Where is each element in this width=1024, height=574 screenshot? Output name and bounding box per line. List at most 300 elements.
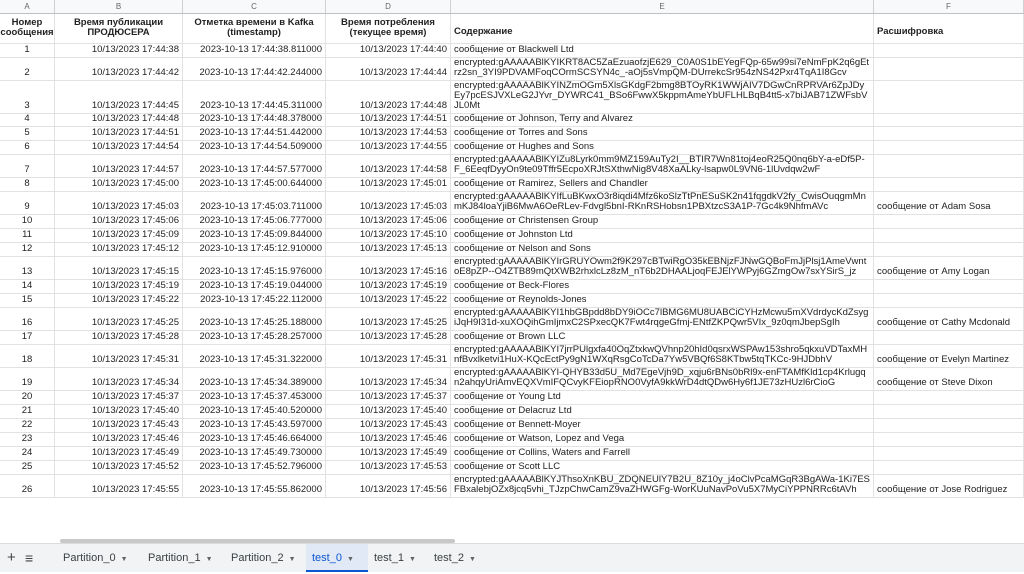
header-cell-content[interactable] bbox=[451, 14, 874, 43]
cell-cons[interactable] bbox=[326, 280, 451, 293]
sheet-tab-test_2[interactable] bbox=[428, 544, 484, 572]
caret-down-icon[interactable]: ▼ bbox=[205, 556, 213, 563]
sheet-tab-label: test_2 bbox=[434, 552, 464, 564]
cell-n[interactable] bbox=[0, 433, 55, 446]
cell-pub[interactable] bbox=[55, 447, 183, 460]
cell-cons[interactable] bbox=[326, 294, 451, 307]
cell-text: сообщение от Jose Rodriguez bbox=[877, 484, 1008, 495]
cell-text: 10/13/2023 17:45:13 bbox=[359, 243, 447, 254]
cell-pub[interactable] bbox=[55, 81, 183, 113]
cell-ts[interactable] bbox=[183, 461, 326, 474]
cell-pub[interactable] bbox=[55, 391, 183, 404]
cell-decoded[interactable] bbox=[874, 475, 1024, 497]
cell-decoded[interactable] bbox=[874, 155, 1024, 177]
sheet-tab-partition_0[interactable] bbox=[57, 544, 142, 572]
cell-ts[interactable] bbox=[183, 155, 326, 177]
cell-text: сообщение от Johnston Ltd bbox=[454, 229, 573, 240]
cell-pub[interactable] bbox=[55, 345, 183, 367]
cell-text: 10/13/2023 17:45:22 bbox=[359, 294, 447, 305]
cell-text: encrypted:gAAAAABlKYI7jrrPUlgxfa40OqZtxkwQVhnp20hId0qsrxWSPAw153shro5qkxuVDTaxMHnfBvxlketvi1HuX-KQcEctPy9gN1WXqRsgCoTcDa7Yw5VBQf6S8KTbw5tqTKCc-9HJDbhV bbox=[454, 345, 868, 365]
cell-text: 10/13/2023 17:45:09 bbox=[91, 229, 179, 240]
table-row bbox=[0, 114, 1024, 127]
cell-ts[interactable] bbox=[183, 294, 326, 307]
cell-pub[interactable] bbox=[55, 155, 183, 177]
cell-n[interactable] bbox=[0, 475, 55, 497]
cell-cons[interactable] bbox=[326, 433, 451, 446]
menu-icon[interactable]: ≡ bbox=[25, 550, 34, 566]
cell-cons[interactable] bbox=[326, 229, 451, 242]
cell-ts[interactable] bbox=[183, 345, 326, 367]
cell-cons[interactable] bbox=[326, 419, 451, 432]
cell-text: 10/13/2023 17:44:51 bbox=[359, 114, 447, 124]
cell-text: 10/13/2023 17:45:34 bbox=[91, 377, 179, 388]
cell-cons[interactable] bbox=[326, 331, 451, 344]
sheet-tab-label: test_0 bbox=[312, 552, 342, 564]
cell-text: 10/13/2023 17:45:52 bbox=[91, 461, 179, 472]
cell-decoded[interactable] bbox=[874, 294, 1024, 307]
table-row bbox=[0, 475, 1024, 498]
cell-pub[interactable] bbox=[55, 475, 183, 497]
cell-decoded[interactable] bbox=[874, 243, 1024, 256]
cell-cons[interactable] bbox=[326, 58, 451, 80]
cell-ts[interactable] bbox=[183, 433, 326, 446]
header-text: Расшифровка bbox=[877, 26, 944, 37]
cell-content[interactable] bbox=[451, 368, 874, 390]
cell-text: encrypted:gAAAAABlKYIfLuBKwxO3r8iqdi4Mfz6koSlzTtPnESuSK2n41fqgdkV2fy_CwisOuqgmMnmKJ84loaYjiB6MwA6OeRLev-Fdvgl5bnI-RKnRSHobsn1PBXtzcS3A1P-7Gc4k9NhfmAVc bbox=[454, 192, 866, 212]
cell-text: 10/13/2023 17:45:25 bbox=[359, 317, 447, 328]
cell-decoded[interactable] bbox=[874, 433, 1024, 446]
cell-n[interactable] bbox=[0, 178, 55, 191]
table-row bbox=[0, 192, 1024, 215]
cell-text: 2023-10-13 17:45:43.597000 bbox=[199, 419, 322, 430]
cell-cons[interactable] bbox=[326, 243, 451, 256]
header-cell-ts[interactable] bbox=[183, 14, 326, 43]
cell-n[interactable] bbox=[0, 44, 55, 57]
cell-text: 13 bbox=[21, 266, 33, 277]
cell-content[interactable] bbox=[451, 58, 874, 80]
cell-content[interactable] bbox=[451, 331, 874, 344]
cell-content[interactable] bbox=[451, 280, 874, 293]
header-cell-decoded[interactable] bbox=[874, 14, 1024, 43]
table-row bbox=[0, 308, 1024, 331]
cell-pub[interactable] bbox=[55, 243, 183, 256]
cell-text: encrypted:gAAAAABlKYIrGRUYOwm2f9K297cBTwiRgO35kEBNjzFJNwGQBoFmJjPlsj1AmeVwntoE8pZP--O4ZTB89mQtXWB2rhxlcLz8zM_nT6b2DHAALjoqFEJElYWPyj6GZmgOw7sxYSirS_jz bbox=[454, 257, 867, 277]
table-row bbox=[0, 447, 1024, 461]
cell-ts[interactable] bbox=[183, 257, 326, 279]
cell-text: 2023-10-13 17:44:38.811000 bbox=[200, 44, 322, 55]
cell-text: 21 bbox=[21, 405, 33, 416]
cell-content[interactable] bbox=[451, 215, 874, 228]
cell-text: 2 bbox=[24, 67, 30, 78]
cell-text: encrypted:gAAAAABlKYINZmOGm5XlsGKdgF2bmg8BTOyRK1WWjAIV7DGwCnRPRVAr6ZpJDyEy7pcESJVXLeG2JYvr_DYWRC41_BSo6FwwX5kppmAmeYbUFLHLBqB4tt5-x7biJAB71ZWFsbVJL0Mt bbox=[454, 81, 868, 111]
cell-ts[interactable] bbox=[183, 192, 326, 214]
cell-n[interactable] bbox=[0, 294, 55, 307]
cell-n[interactable] bbox=[0, 215, 55, 228]
cell-cons[interactable] bbox=[326, 405, 451, 418]
cell-text: 14 bbox=[21, 280, 33, 291]
cell-text: 12 bbox=[21, 243, 33, 254]
cell-n[interactable] bbox=[0, 141, 55, 154]
cell-text: 5 bbox=[24, 127, 30, 138]
cell-cons[interactable] bbox=[326, 308, 451, 330]
cell-ts[interactable] bbox=[183, 368, 326, 390]
cell-pub[interactable] bbox=[55, 461, 183, 474]
sheet-tab-partition_2[interactable] bbox=[225, 544, 306, 572]
cell-text: 2023-10-13 17:45:06.777000 bbox=[199, 215, 322, 226]
cell-n[interactable] bbox=[0, 331, 55, 344]
cell-pub[interactable] bbox=[55, 405, 183, 418]
cell-text: 2023-10-13 17:45:22.112000 bbox=[200, 294, 322, 305]
cell-n[interactable] bbox=[0, 368, 55, 390]
cell-decoded[interactable] bbox=[874, 405, 1024, 418]
cell-ts[interactable] bbox=[183, 419, 326, 432]
table-row bbox=[0, 215, 1024, 229]
column-letter-f[interactable]: F bbox=[874, 0, 1024, 13]
cell-text: 10/13/2023 17:44:40 bbox=[359, 44, 447, 55]
table-row bbox=[0, 44, 1024, 58]
cell-content[interactable] bbox=[451, 81, 874, 113]
caret-down-icon[interactable]: ▼ bbox=[120, 556, 128, 563]
cell-ts[interactable] bbox=[183, 178, 326, 191]
cell-cons[interactable] bbox=[326, 178, 451, 191]
cell-n[interactable] bbox=[0, 391, 55, 404]
cell-text: 3 bbox=[24, 100, 30, 111]
plus-icon[interactable]: + bbox=[7, 549, 16, 566]
cell-pub[interactable] bbox=[55, 141, 183, 154]
cell-text: 10/13/2023 17:45:43 bbox=[91, 419, 179, 430]
cell-cons[interactable] bbox=[326, 368, 451, 390]
cell-text: 10/13/2023 17:45:46 bbox=[91, 433, 179, 444]
cell-content[interactable] bbox=[451, 229, 874, 242]
header-cell-pub[interactable] bbox=[55, 14, 183, 43]
cell-text: 11 bbox=[22, 229, 32, 240]
sheet-tab-test_1[interactable] bbox=[368, 544, 428, 572]
cell-cons[interactable] bbox=[326, 127, 451, 140]
cell-cons[interactable] bbox=[326, 192, 451, 214]
cell-text: 10/13/2023 17:45:28 bbox=[91, 331, 179, 342]
sheet-tab-label: test_1 bbox=[374, 552, 404, 564]
cell-content[interactable] bbox=[451, 308, 874, 330]
column-letter-e[interactable]: E bbox=[451, 0, 874, 13]
cell-text: 10/13/2023 17:45:46 bbox=[359, 433, 447, 444]
cell-decoded[interactable] bbox=[874, 461, 1024, 474]
cell-n[interactable] bbox=[0, 58, 55, 80]
header-text: Время потребления (текущее время) bbox=[341, 17, 435, 38]
cell-cons[interactable] bbox=[326, 81, 451, 113]
column-header-row bbox=[0, 0, 1024, 14]
cell-n[interactable] bbox=[0, 419, 55, 432]
cell-content[interactable] bbox=[451, 127, 874, 140]
cell-content[interactable] bbox=[451, 155, 874, 177]
cell-text: 2023-10-13 17:45:46.664000 bbox=[199, 433, 322, 444]
cell-text: 10/13/2023 17:44:42 bbox=[91, 67, 179, 78]
cell-text: 10/13/2023 17:45:25 bbox=[91, 317, 179, 328]
cell-pub[interactable] bbox=[55, 294, 183, 307]
cell-cons[interactable] bbox=[326, 141, 451, 154]
cell-cons[interactable] bbox=[326, 257, 451, 279]
cell-text: 2023-10-13 17:45:09.844000 bbox=[199, 229, 322, 240]
cell-ts[interactable] bbox=[183, 243, 326, 256]
cell-text: 10/13/2023 17:44:38 bbox=[91, 44, 179, 55]
cell-n[interactable] bbox=[0, 229, 55, 242]
cell-pub[interactable] bbox=[55, 368, 183, 390]
cell-decoded[interactable] bbox=[874, 280, 1024, 293]
cell-n[interactable] bbox=[0, 127, 55, 140]
cell-text: 2023-10-13 17:45:40.520000 bbox=[199, 405, 322, 416]
header-cell-n[interactable] bbox=[0, 14, 55, 43]
cell-ts[interactable] bbox=[183, 141, 326, 154]
cell-decoded[interactable] bbox=[874, 391, 1024, 404]
cell-content[interactable] bbox=[451, 114, 874, 126]
cell-decoded[interactable] bbox=[874, 368, 1024, 390]
cell-pub[interactable] bbox=[55, 58, 183, 80]
cell-decoded[interactable] bbox=[874, 178, 1024, 191]
table-row bbox=[0, 141, 1024, 155]
cell-decoded[interactable] bbox=[874, 257, 1024, 279]
cell-decoded[interactable] bbox=[874, 44, 1024, 57]
sheet-tab-label: Partition_2 bbox=[231, 552, 284, 564]
cell-text: 10/13/2023 17:45:49 bbox=[359, 447, 447, 458]
header-row bbox=[0, 14, 1024, 44]
cell-pub[interactable] bbox=[55, 229, 183, 242]
cell-decoded[interactable] bbox=[874, 58, 1024, 80]
sheet-tab-partition_1[interactable] bbox=[142, 544, 225, 572]
cell-text: 2023-10-13 17:45:31.322000 bbox=[199, 354, 322, 365]
cell-text: 10/13/2023 17:45:12 bbox=[91, 243, 179, 254]
cell-text: 18 bbox=[21, 354, 33, 365]
cell-text: 10/13/2023 17:45:34 bbox=[359, 377, 447, 388]
cell-cons[interactable] bbox=[326, 447, 451, 460]
cell-n[interactable] bbox=[0, 155, 55, 177]
cell-content[interactable] bbox=[451, 178, 874, 191]
cell-decoded[interactable] bbox=[874, 419, 1024, 432]
cell-text: сообщение от Johnson, Terry and Alvarez bbox=[454, 114, 633, 124]
cell-pub[interactable] bbox=[55, 127, 183, 140]
cell-text: сообщение от Nelson and Sons bbox=[454, 243, 591, 254]
cell-n[interactable] bbox=[0, 405, 55, 418]
cell-content[interactable] bbox=[451, 405, 874, 418]
table-row bbox=[0, 229, 1024, 243]
cell-ts[interactable] bbox=[183, 475, 326, 497]
cell-content[interactable] bbox=[451, 345, 874, 367]
cell-text: 10/13/2023 17:44:51 bbox=[91, 127, 179, 138]
cell-n[interactable] bbox=[0, 257, 55, 279]
cell-pub[interactable] bbox=[55, 433, 183, 446]
cell-text: 10/13/2023 17:45:56 bbox=[359, 484, 447, 495]
sheet-tab-test_0[interactable] bbox=[306, 544, 368, 572]
cell-text: 24 bbox=[21, 447, 33, 458]
cell-text: 2023-10-13 17:45:03.711000 bbox=[200, 201, 322, 212]
cell-text: 2023-10-13 17:45:49.730000 bbox=[199, 447, 322, 458]
cell-decoded[interactable] bbox=[874, 345, 1024, 367]
cell-decoded[interactable] bbox=[874, 308, 1024, 330]
cell-text: 10/13/2023 17:45:15 bbox=[91, 266, 179, 277]
cell-text: 4 bbox=[24, 114, 30, 124]
cell-text: сообщение от Amy Logan bbox=[877, 266, 990, 277]
column-letter-c[interactable]: C bbox=[183, 0, 326, 13]
cell-text: 10/13/2023 17:45:00 bbox=[91, 178, 179, 189]
cell-cons[interactable] bbox=[326, 44, 451, 57]
header-cell-cons[interactable] bbox=[326, 14, 451, 43]
table-row bbox=[0, 331, 1024, 345]
cell-ts[interactable] bbox=[183, 308, 326, 330]
column-letter-a[interactable]: A bbox=[0, 0, 55, 13]
cell-n[interactable] bbox=[0, 192, 55, 214]
cell-cons[interactable] bbox=[326, 475, 451, 497]
cell-decoded[interactable] bbox=[874, 229, 1024, 242]
cell-decoded[interactable] bbox=[874, 141, 1024, 154]
cell-content[interactable] bbox=[451, 44, 874, 57]
cell-pub[interactable] bbox=[55, 308, 183, 330]
cell-ts[interactable] bbox=[183, 447, 326, 460]
cell-content[interactable] bbox=[451, 192, 874, 214]
cell-text: encrypted:gAAAAABlKYIKRT8AC5ZaEzuaofzjE629_C0A0S1bEYegFQp-65w99si7eNmFpK2q6gEtrz2sn_3YI9PDVAMFoqCOrmSCSYN4c_-aOj5sVmpQM-DUrrekcSr954zNS42Pxr4TqA1I8Gcv bbox=[454, 58, 870, 78]
cell-content[interactable] bbox=[451, 391, 874, 404]
cell-text: 26 bbox=[21, 484, 33, 495]
cell-ts[interactable] bbox=[183, 280, 326, 293]
cell-pub[interactable] bbox=[55, 419, 183, 432]
cell-pub[interactable] bbox=[55, 280, 183, 293]
cell-pub[interactable] bbox=[55, 215, 183, 228]
cell-text: 25 bbox=[21, 461, 33, 472]
cell-text: 10/13/2023 17:45:22 bbox=[91, 294, 179, 305]
caret-down-icon[interactable]: ▼ bbox=[288, 556, 296, 563]
cell-text: сообщение от Evelyn Martinez bbox=[877, 354, 1009, 365]
cell-content[interactable] bbox=[451, 294, 874, 307]
cell-text: 2023-10-13 17:45:25.188000 bbox=[199, 317, 322, 328]
cell-text: 2023-10-13 17:45:15.976000 bbox=[199, 266, 322, 277]
cell-cons[interactable] bbox=[326, 155, 451, 177]
cell-n[interactable] bbox=[0, 447, 55, 460]
cell-content[interactable] bbox=[451, 419, 874, 432]
cell-n[interactable] bbox=[0, 280, 55, 293]
cell-text: 10/13/2023 17:45:28 bbox=[359, 331, 447, 342]
cell-text: encrypted:gAAAAABlKYIZu8Lyrk0mm9MZ159AuTy2I__BTIR7Wn81toj4eoR25Q0nq6bY-a-eDf5P-F_6EeqfDyyOn9te09Tffr5EcpoXRJtSXthwNig8V48XaALky-lsapw0L9VN6-1lUvdqw2wF bbox=[454, 155, 865, 175]
cell-text: 10/13/2023 17:45:40 bbox=[359, 405, 447, 416]
cell-text: 10/13/2023 17:44:45 bbox=[91, 100, 179, 111]
cell-ts[interactable] bbox=[183, 44, 326, 57]
cell-decoded[interactable] bbox=[874, 331, 1024, 344]
cell-text: сообщение от Delacruz Ltd bbox=[454, 405, 572, 416]
cell-pub[interactable] bbox=[55, 178, 183, 191]
cell-n[interactable] bbox=[0, 243, 55, 256]
cell-n[interactable] bbox=[0, 81, 55, 113]
cell-decoded[interactable] bbox=[874, 447, 1024, 460]
cell-text: 2023-10-13 17:45:55.862000 bbox=[199, 484, 322, 495]
cell-content[interactable] bbox=[451, 257, 874, 279]
caret-down-icon[interactable]: ▼ bbox=[408, 556, 416, 563]
cell-decoded[interactable] bbox=[874, 215, 1024, 228]
cell-n[interactable] bbox=[0, 461, 55, 474]
cell-cons[interactable] bbox=[326, 215, 451, 228]
cell-text: 10/13/2023 17:45:19 bbox=[91, 280, 179, 291]
table-row bbox=[0, 178, 1024, 192]
cell-cons[interactable] bbox=[326, 114, 451, 126]
cell-ts[interactable] bbox=[183, 81, 326, 113]
cell-n[interactable] bbox=[0, 114, 55, 126]
cell-decoded[interactable] bbox=[874, 192, 1024, 214]
cell-cons[interactable] bbox=[326, 391, 451, 404]
cell-n[interactable] bbox=[0, 345, 55, 367]
cell-text: 10/13/2023 17:45:31 bbox=[91, 354, 179, 365]
cell-text: сообщение от Scott LLC bbox=[454, 461, 561, 472]
cell-text: 22 bbox=[21, 419, 33, 430]
cell-content[interactable] bbox=[451, 475, 874, 497]
cell-ts[interactable] bbox=[183, 114, 326, 126]
column-letter-b[interactable]: B bbox=[55, 0, 183, 13]
caret-down-icon[interactable]: ▼ bbox=[346, 556, 354, 563]
table-row bbox=[0, 243, 1024, 257]
caret-down-icon[interactable]: ▼ bbox=[468, 556, 476, 563]
cell-text: 2023-10-13 17:45:37.453000 bbox=[199, 391, 322, 402]
cell-text: 10/13/2023 17:44:48 bbox=[91, 114, 179, 124]
cell-decoded[interactable] bbox=[874, 127, 1024, 140]
cell-content[interactable] bbox=[451, 141, 874, 154]
table-row bbox=[0, 368, 1024, 391]
cell-text: 2023-10-13 17:45:19.044000 bbox=[199, 280, 322, 291]
cell-n[interactable] bbox=[0, 308, 55, 330]
cell-pub[interactable] bbox=[55, 192, 183, 214]
cell-text: сообщение от Young Ltd bbox=[454, 391, 561, 402]
header-text: Содержание bbox=[454, 26, 513, 37]
cell-text: сообщение от Hughes and Sons bbox=[454, 141, 594, 152]
cell-text: 1 bbox=[24, 44, 30, 55]
cell-text: сообщение от Collins, Waters and Farrell bbox=[454, 447, 630, 458]
cell-pub[interactable] bbox=[55, 44, 183, 57]
cell-text: 6 bbox=[24, 141, 30, 152]
cell-text: 10/13/2023 17:44:55 bbox=[359, 141, 447, 152]
cell-decoded[interactable] bbox=[874, 114, 1024, 126]
cell-text: 2023-10-13 17:44:51.442000 bbox=[199, 127, 322, 138]
cell-text: 2023-10-13 17:44:45.311000 bbox=[200, 100, 322, 111]
cell-text: 10/13/2023 17:45:37 bbox=[359, 391, 447, 402]
column-letter-d[interactable]: D bbox=[326, 0, 451, 13]
cell-content[interactable] bbox=[451, 243, 874, 256]
cell-ts[interactable] bbox=[183, 215, 326, 228]
table-row bbox=[0, 433, 1024, 447]
cell-ts[interactable] bbox=[183, 405, 326, 418]
cell-content[interactable] bbox=[451, 433, 874, 446]
table-row bbox=[0, 257, 1024, 280]
cell-content[interactable] bbox=[451, 447, 874, 460]
cell-content[interactable] bbox=[451, 461, 874, 474]
cell-pub[interactable] bbox=[55, 114, 183, 126]
cell-text: 2023-10-13 17:45:28.257000 bbox=[199, 331, 322, 342]
cell-pub[interactable] bbox=[55, 331, 183, 344]
cell-text: encrypted:gAAAAABlKYI1hbGBpdd8bDY9iOCc7lBMG6MU8UABCiCYHzMcwu5mXVdrdycKdZsygiJqH9I31d-xuXOQihGmIjmxC2SPxecQK7Fwt4rqgeGfmj-ENtfZKPQwr5VIx_9z0qmJbepSgIh bbox=[454, 308, 869, 328]
cell-text: 17 bbox=[21, 331, 33, 342]
cell-text: 10/13/2023 17:45:53 bbox=[359, 461, 447, 472]
cell-text: 2023-10-13 17:45:52.796000 bbox=[199, 461, 322, 472]
cell-ts[interactable] bbox=[183, 391, 326, 404]
cell-pub[interactable] bbox=[55, 257, 183, 279]
cell-cons[interactable] bbox=[326, 345, 451, 367]
cell-ts[interactable] bbox=[183, 127, 326, 140]
cell-text: 2023-10-13 17:44:42.244000 bbox=[199, 67, 322, 78]
table-row bbox=[0, 461, 1024, 475]
cell-text: 10/13/2023 17:45:06 bbox=[91, 215, 179, 226]
cell-text: 10/13/2023 17:45:37 bbox=[91, 391, 179, 402]
cell-decoded[interactable] bbox=[874, 81, 1024, 113]
cell-cons[interactable] bbox=[326, 461, 451, 474]
cell-ts[interactable] bbox=[183, 58, 326, 80]
cell-ts[interactable] bbox=[183, 331, 326, 344]
cell-text: 2023-10-13 17:45:00.644000 bbox=[199, 178, 322, 189]
cell-text: encrypted:gAAAAABlKYJThsoXnKBU_ZDQNEUlY7B2U_8Z10y_j4oClvPcaMGqR3BgAWa-1Ki7ESFBxalebjOZx8jcq5vhi_TJzpChwCamZ9vaZHWGFg-WorKUuNavPoVu5X7MyCiYPPNRRc6tAVh bbox=[454, 475, 870, 495]
sheet-tab-label: Partition_1 bbox=[148, 552, 201, 564]
cell-text: сообщение от Adam Sosa bbox=[877, 201, 991, 212]
cell-ts[interactable] bbox=[183, 229, 326, 242]
